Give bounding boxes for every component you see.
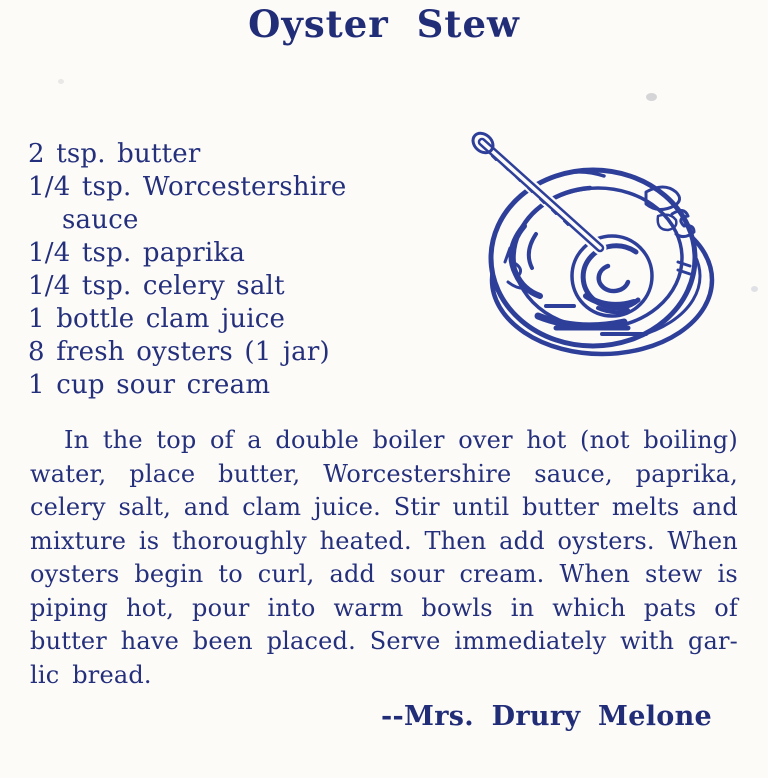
scan-speck (58, 79, 64, 84)
ingredient-list (28, 138, 347, 402)
ingredient-line: 1/4 tsp. celery salt (28, 271, 285, 301)
ingredient-line: 1/4 tsp. paprika (28, 238, 246, 268)
scan-speck (646, 93, 657, 101)
instruction-line: celery salt, and clam juice. Stir until butter melts and (30, 493, 738, 521)
ladle (572, 236, 652, 316)
ingredient-line: 1 cup sour cream (28, 370, 271, 400)
instructions-paragraph (30, 424, 738, 692)
instruction-line: oysters begin to curl, add sour cream. When stew is (30, 560, 738, 588)
ingredient-line: 1/4 tsp. Worcestershire (28, 172, 347, 202)
page-title: Oyster Stew (248, 2, 520, 46)
instruction-line: In the top of a double boiler over hot (not boiling) (64, 426, 738, 454)
recipe-attribution: --Mrs. Drury Melone (381, 701, 712, 732)
instruction-line: butter have been placed. Serve immediately with gar- (30, 627, 738, 655)
scan-speck (751, 286, 758, 292)
instruction-line: water, place butter, Worcestershire sauce, paprika, (30, 459, 738, 488)
instruction-line: lic bread. (30, 660, 152, 689)
ingredient-line: 8 fresh oysters (1 jar) (28, 337, 330, 367)
instruction-line: mixture is thoroughly heated. Then add oysters. When (30, 526, 738, 555)
ingredient-line: 2 tsp. butter (28, 139, 201, 169)
stew-bowl-illustration (450, 118, 750, 368)
instruction-line: piping hot, pour into warm bowls in which pats of (30, 593, 738, 622)
ingredient-line-continuation: sauce (62, 205, 139, 235)
ingredient-line: 1 bottle clam juice (28, 304, 286, 334)
